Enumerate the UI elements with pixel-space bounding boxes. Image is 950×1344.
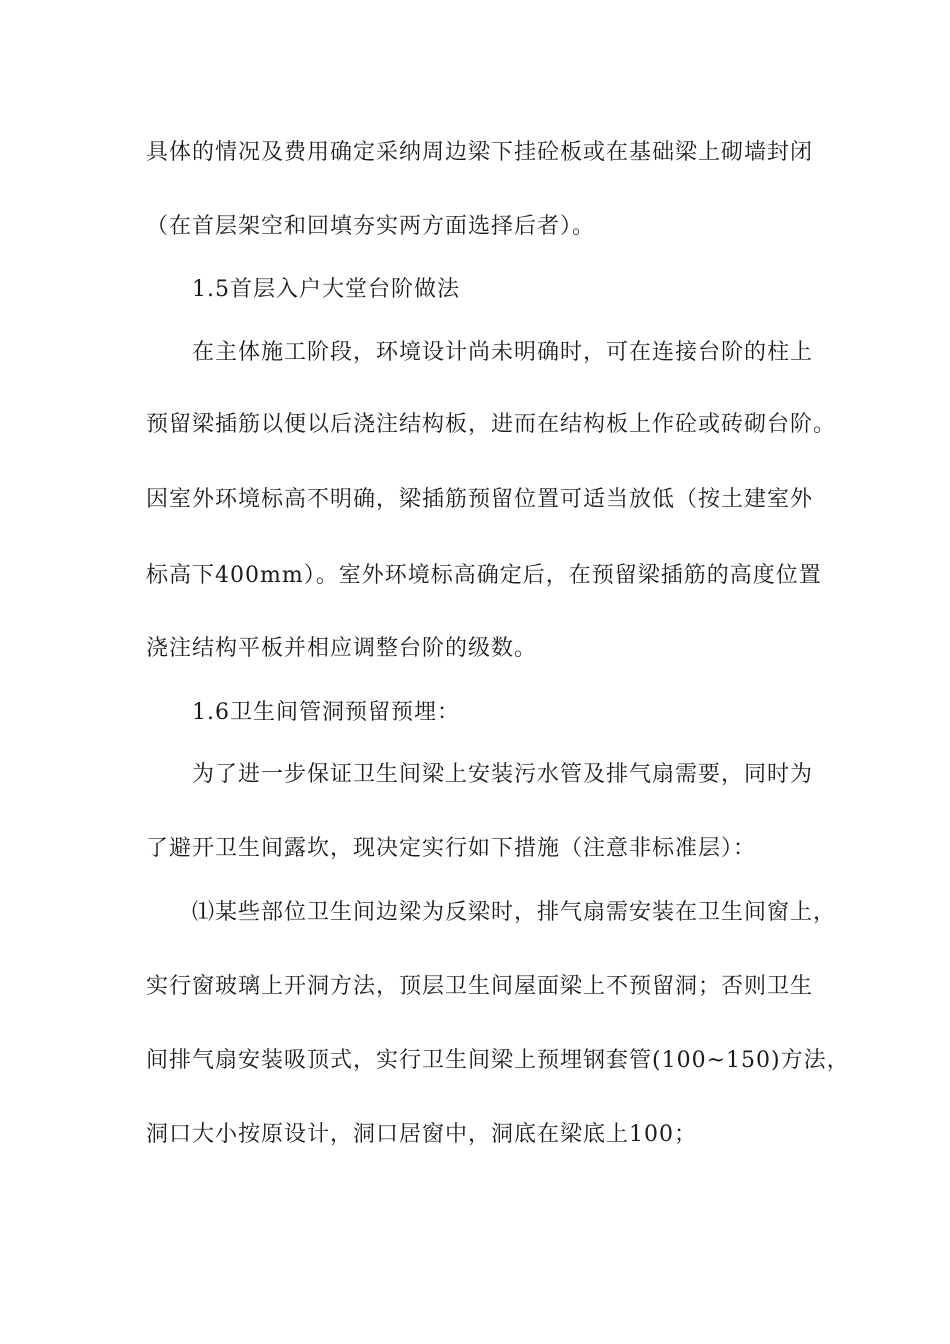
list-item-1-line-1: ⑴某些部位卫生间边梁为反梁时，排气扇需安装在卫生间窗上，	[192, 900, 837, 925]
paragraph-line-5: 因室外环境标高不明确，梁插筋预留位置可适当放低（按土建室外	[146, 487, 814, 512]
paragraph-line-1: 具体的情况及费用确定采纳周边梁下挂砼板或在基础梁上砌墙封闭	[146, 140, 814, 165]
list-item-1-line-2: 实行窗玻璃上开洞方法，顶层卫生间屋面梁上不预留洞；否则卫生	[146, 974, 814, 999]
paragraph-line-3: 在主体施工阶段，环境设计尚未明确时，可在连接台阶的柱上	[192, 340, 814, 365]
list-item-1-line-3: 间排气扇安装吸顶式，实行卫生间梁上预埋钢套管(100~150)方法，	[146, 1048, 850, 1073]
section-heading-1-6: 1.6卫生间管洞预留预埋：	[192, 700, 460, 725]
paragraph-line-7: 浇注结构平板并相应调整台阶的级数。	[146, 636, 538, 661]
paragraph-line-2: （在首层架空和回填夯实两方面选择后者）。	[146, 214, 596, 239]
section-heading-1-5: 1.5首层入户大堂台阶做法	[192, 277, 460, 302]
list-item-1-line-4: 洞口大小按原设计，洞口居窗中，洞底在梁底上100；	[146, 1122, 697, 1147]
paragraph-line-9: 了避开卫生间露坎，现决定实行如下措施（注意非标准层）：	[146, 836, 757, 861]
paragraph-line-6: 标高下400mm）。室外环境标高确定后，在预留梁插筋的高度位置	[146, 563, 822, 588]
paragraph-line-8: 为了进一步保证卫生间梁上安装污水管及排气扇需要，同时为	[192, 762, 814, 787]
paragraph-line-4: 预留梁插筋以便以后浇注结构板，进而在结构板上作砼或砖砌台阶。	[146, 412, 837, 437]
